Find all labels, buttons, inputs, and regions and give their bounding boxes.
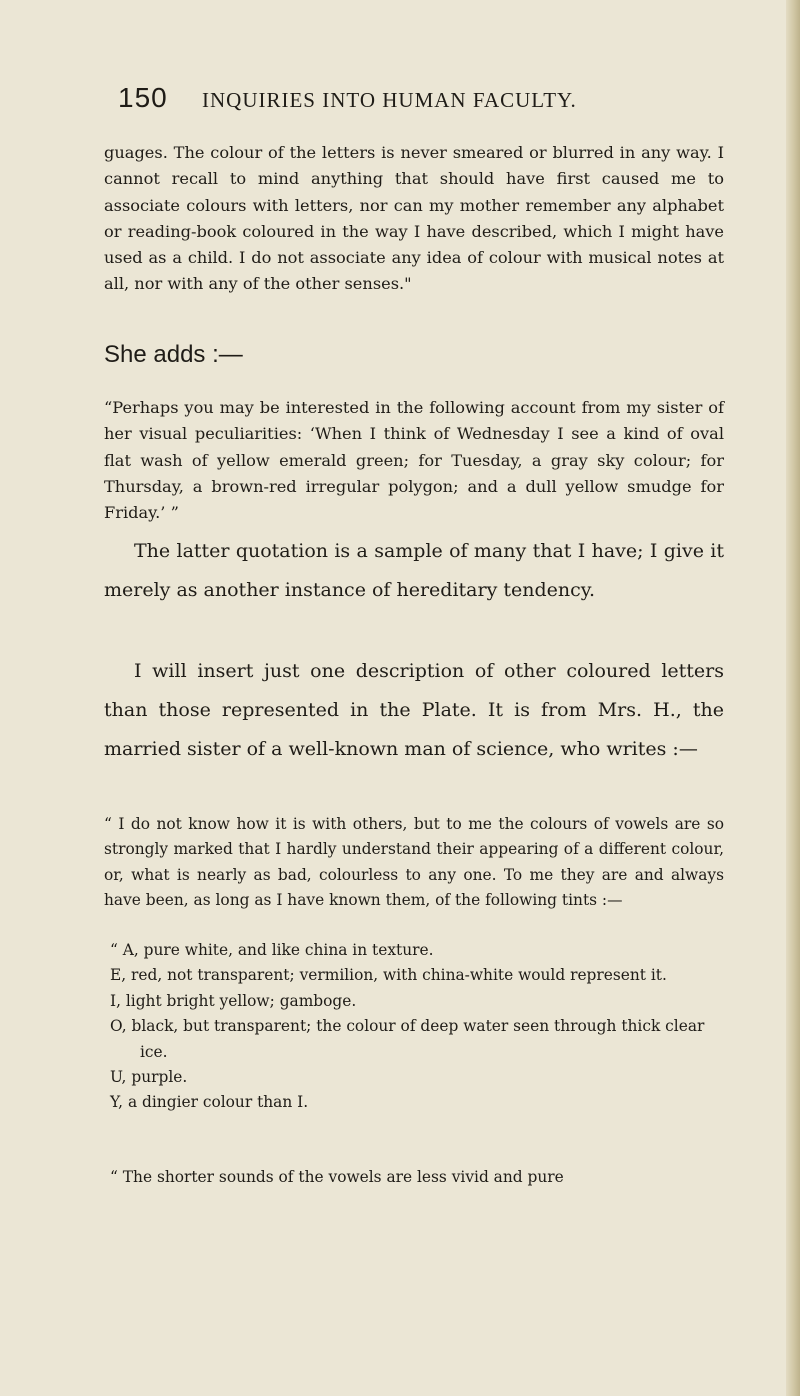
she-adds-block — [104, 340, 724, 370]
vowel-list — [110, 938, 724, 1116]
running-head: INQUIRIES INTO HUMAN FACULTY. — [202, 88, 577, 112]
she-adds-line: She adds :— — [104, 341, 243, 368]
paragraph-2: “Perhaps you may be interested in the following account from my sister of her visual peculiarities: ‘When I think of Wednesday I see a kind of oval flat wash of yellow emerald green; for Tuesday, a gray sky colour; for Thursday, a brown-red irregular polygon; and a dull yellow smudge for Friday.’ ” — [104, 398, 724, 523]
mrs-h-quote-block — [104, 812, 724, 914]
paragraph-3: The latter quotation is a sample of many that I have; I give it merely as another instance of hereditary tendency. — [104, 540, 724, 601]
hereditary-block — [104, 532, 724, 610]
vowel-o: O, black, but transparent; the colour of deep water seen through thick clear ice. — [110, 1017, 705, 1061]
mrs-h-intro-block — [104, 652, 724, 769]
vowel-u: U, purple. — [110, 1068, 188, 1087]
page-header — [118, 82, 738, 122]
vowel-i: I, light bright yellow; gamboge. — [110, 991, 357, 1010]
vowel-a: “ A, pure white, and like china in texture. — [110, 941, 434, 959]
page-number: 150 — [118, 82, 168, 113]
paragraph-letters-continuation — [104, 140, 724, 298]
paragraph-1: guages. The colour of the letters is never smeared or blurred in any way. I cannot recall to mind anything that should have first caused me to associate colours with letters, nor can my mother remember any alphabet or reading-book coloured in the way I have described, which I might have used as a child. I do not associate any idea of colour with musical notes at all, nor with any of the other senses." — [104, 143, 724, 294]
shorter-sounds-block — [110, 1165, 724, 1190]
sister-quote-block — [104, 395, 724, 526]
vowel-list-block — [110, 938, 724, 1116]
paragraph-4: I will insert just one description of other coloured letters than those represented in the Plate. It is from Mrs. H., the married sister of a well-known man of science, who writes :— — [104, 660, 724, 760]
paragraph-5: “ I do not know how it is with others, but to me the colours of vowels are so strongly marked that I hardly understand their appearing of a different colour, or, what is nearly as bad, colourless to any one. To me they are and always have been, as long as I have known them, of the following tints :— — [104, 815, 724, 910]
vowel-y: Y, a dingier colour than I. — [110, 1093, 309, 1112]
page-edge — [786, 0, 800, 1396]
vowel-e: E, red, not transparent; vermilion, with china-white would represent it. — [110, 966, 667, 985]
paragraph-6: “ The shorter sounds of the vowels are less vivid and pure — [110, 1168, 564, 1186]
